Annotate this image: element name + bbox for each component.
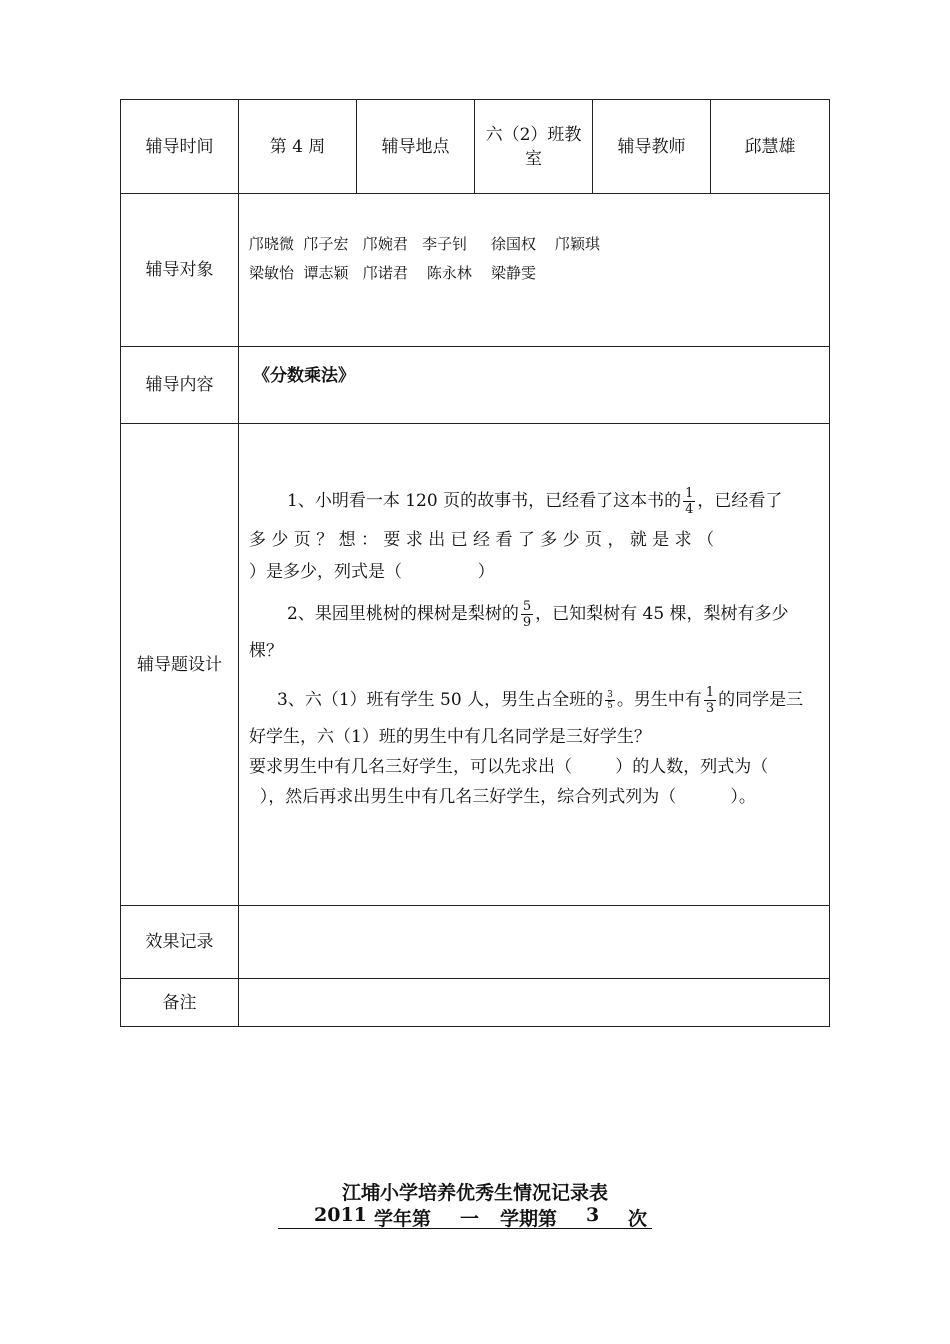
q2-line-1	[249, 594, 821, 634]
q1-fraction	[683, 486, 695, 517]
teacher-label	[593, 100, 711, 193]
question-2	[249, 594, 821, 668]
q1-frac-numerator: 1	[685, 486, 694, 501]
design-body	[239, 424, 829, 905]
q2-frac-denominator: 9	[522, 615, 532, 630]
design-row	[121, 424, 829, 906]
q1-text-after: ，已经看了	[697, 491, 783, 511]
q1-line-3: ）是多少，列式是（ ）	[249, 562, 495, 582]
q2-text-before: 2、果园里桃树的棵树是梨树的	[287, 604, 519, 624]
q3-frac1-numerator: 3	[607, 690, 613, 700]
q3-line-2: 好学生，六（1）班的男生中有几名同学是三好学生？	[249, 727, 651, 747]
remark-label	[121, 979, 239, 1026]
q3-fraction-1	[605, 690, 615, 711]
q1-line-2: 多 少 页 ？ 想 ： 要 求 出 已 经 看 了 多 少 页 ， 就 是 求 （	[249, 530, 715, 550]
q2-text-after: ，已知梨树有 45 棵，梨树有多少	[535, 604, 789, 624]
content-label-text: 辅导内容	[145, 375, 214, 395]
place-value-line2: 室	[525, 148, 542, 169]
remark-row	[121, 979, 829, 1026]
target-label-text: 辅导对象	[145, 260, 214, 280]
effect-label	[121, 906, 239, 978]
teacher-value	[711, 100, 829, 193]
effect-row	[121, 906, 829, 979]
header-row	[121, 100, 829, 194]
target-body	[239, 194, 829, 346]
time-value-text: 第 4 周	[269, 136, 326, 157]
content-body	[239, 347, 829, 423]
q1-text-before: 1、小明看一本 120 页的故事书，已经看了这本书的	[287, 491, 682, 511]
q1-line-1	[249, 482, 821, 520]
footer-term: 一	[460, 1208, 480, 1230]
q3-fraction-2	[704, 685, 716, 716]
remark-label-text: 备注	[162, 992, 197, 1013]
content-title: 《分数乘法》	[253, 366, 355, 386]
time-label-text: 辅导时间	[145, 136, 214, 157]
footer-year: 2011	[314, 1204, 367, 1226]
place-label-text: 辅导地点	[381, 136, 450, 157]
q3-line-1	[249, 680, 821, 720]
footer-year-suffix: 学年第	[374, 1208, 432, 1230]
place-label	[357, 100, 475, 193]
design-label	[121, 424, 239, 905]
effect-body	[239, 906, 829, 978]
footer-count-suffix: 次	[628, 1208, 648, 1230]
place-value	[475, 100, 593, 193]
footer-count: 3	[586, 1204, 600, 1226]
target-row	[121, 194, 829, 347]
teacher-label-text: 辅导教师	[617, 136, 686, 157]
question-1	[249, 482, 821, 588]
content-row	[121, 347, 829, 424]
footer-term-suffix: 学期第	[500, 1208, 558, 1230]
footer-subtitle	[278, 1204, 652, 1229]
student-line-1: 邝晓微 邝子宏 邝婉君 李子钊 徐国权 邝颖琪	[249, 235, 601, 253]
effect-label-text: 效果记录	[145, 932, 214, 952]
q1-frac-denominator: 4	[685, 502, 694, 517]
teacher-value-text: 邱慧雄	[744, 136, 796, 157]
q2-frac-numerator: 5	[522, 599, 532, 614]
q3-line-3: 要求男生中有几名三好学生，可以先求出（ ）的人数，列式为（	[249, 757, 769, 777]
q3-line-4: ），然后再求出男生中有几名三好学生，综合列式列为（ ）。	[249, 787, 756, 807]
student-line-2: 梁敏怡 谭志颖 邝诺君 陈永林 梁静雯	[249, 264, 536, 282]
q2-line-2: 棵？	[249, 641, 283, 661]
time-label	[121, 100, 239, 193]
footer-title: 江埔小学培养优秀生情况记录表	[341, 1182, 608, 1204]
place-value-line1: 六（2）班教	[485, 124, 582, 145]
remark-body	[239, 979, 829, 1026]
time-value	[239, 100, 357, 193]
q3-text-after: 的同学是三	[718, 690, 804, 710]
record-table	[120, 99, 830, 1027]
q3-frac2-numerator: 1	[705, 685, 715, 700]
q3-text-before: 3、六（1）班有学生 50 人，男生占全班的	[277, 690, 604, 710]
q2-fraction	[521, 599, 533, 630]
q3-frac1-denominator: 5	[607, 701, 613, 711]
design-label-text: 辅导题设计	[137, 654, 222, 675]
target-label	[121, 194, 239, 346]
student-list	[249, 230, 600, 288]
content-label	[121, 347, 239, 423]
q3-text-middle: 。男生中有	[616, 690, 702, 710]
question-3	[249, 680, 821, 812]
q3-frac2-denominator: 3	[705, 701, 715, 716]
